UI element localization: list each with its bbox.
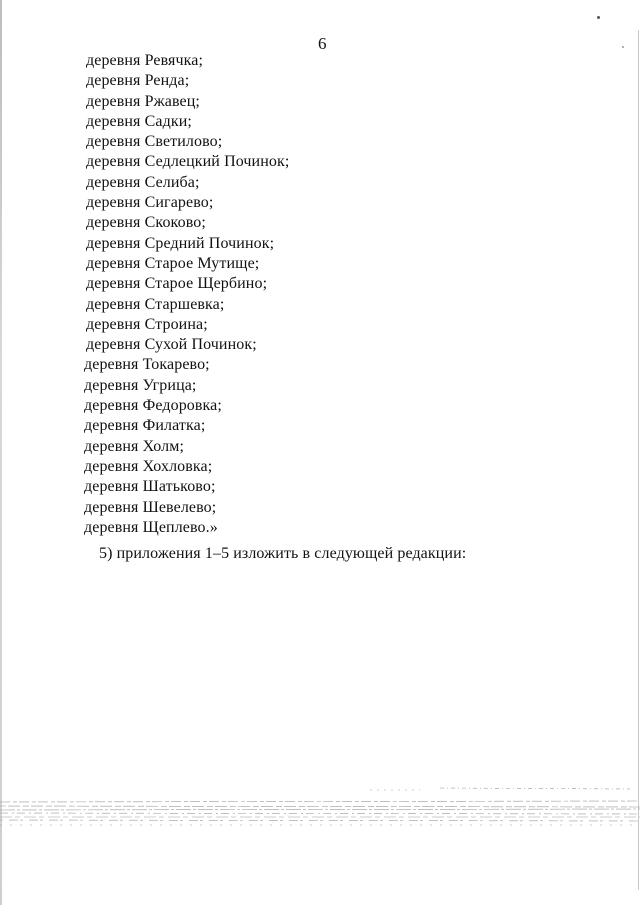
settlement-item: деревня Филатка;: [84, 417, 206, 435]
settlement-item: деревня Скоково;: [86, 214, 206, 232]
settlement-item: деревня Старое Мутище;: [86, 254, 260, 272]
settlement-item: деревня Хохловка;: [84, 457, 213, 475]
settlement-item: деревня Шатьково;: [84, 478, 216, 496]
settlement-item: деревня Ревячка;: [86, 52, 204, 69]
settlement-item: деревня Ренда;: [86, 72, 190, 90]
settlement-item: деревня Селиба;: [86, 173, 200, 191]
page-number: 6: [318, 34, 327, 53]
scan-speck: [597, 16, 600, 19]
settlement-item: деревня Ржавец;: [86, 92, 200, 110]
scan-right-edge: [638, 30, 639, 890]
amendment-instruction: 5) приложения 1–5 изложить в следующей редакции:: [99, 545, 467, 562]
settlement-list: [86, 51, 289, 538]
settlement-item: деревня Холм;: [84, 437, 185, 455]
settlement-item: деревня Строина;: [86, 315, 208, 333]
scan-left-edge: [0, 0, 2, 905]
settlement-item: деревня Шевелево;: [84, 498, 217, 516]
settlement-item: деревня Старое Щербино;: [86, 275, 268, 293]
settlement-item: деревня Сухой Починок;: [86, 336, 257, 354]
settlement-item: деревня Токарево;: [84, 356, 210, 374]
scan-speck: [622, 46, 624, 48]
settlement-item: деревня Светилово;: [86, 133, 223, 151]
settlement-item: деревня Старшевка;: [86, 295, 225, 313]
settlement-item: деревня Щеплево.»: [84, 518, 218, 536]
settlement-item: деревня Седлецкий Починок;: [86, 153, 290, 171]
settlement-item: деревня Федоровка;: [84, 397, 222, 415]
settlement-item: деревня Угрица;: [84, 376, 197, 394]
settlement-item: деревня Сигарево;: [86, 194, 214, 212]
settlement-item: деревня Садки;: [86, 112, 192, 130]
scan-artifact-lines: [0, 780, 640, 840]
settlement-item: деревня Средний Починок;: [86, 234, 275, 252]
